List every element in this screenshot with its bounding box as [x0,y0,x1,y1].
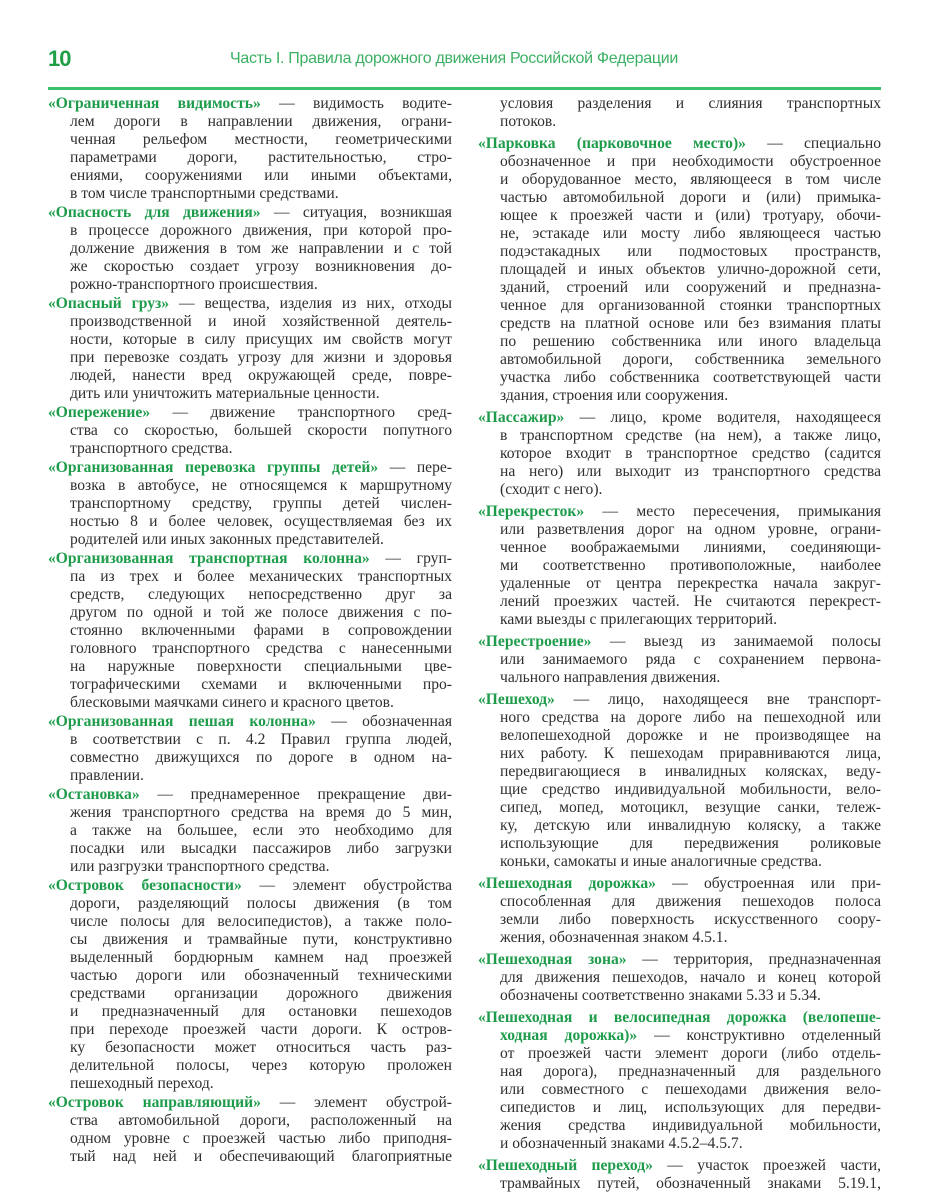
entry-line [48,1003,452,1021]
entry-text: в том числе транспортными средствами. [70,185,339,202]
entry-text: — преднамеренное прекращение дви- [139,786,452,803]
entry-text: ченная рельефом местности, геометрическими [70,131,452,148]
entry-line [48,258,452,276]
entry-text: дить или уничтожить материальные ценности. [70,385,380,402]
entry-line [478,1135,881,1153]
entry-text: ющее к проезжей части и (или) тротуару, обочи- [500,207,881,224]
entry-line [478,1099,881,1117]
entry-text: подэстакадных или подмостовых пространств, [500,243,881,260]
entry-line [478,153,881,171]
entry-line [478,351,881,369]
page-number: 10 [48,46,71,71]
entry-line [48,967,452,985]
left-column [48,95,452,1167]
entry-text: транспортному средству, группы детей числен- [70,495,452,512]
entry-text: ениями, сооружениями или иными объектами, [70,167,452,184]
entry-line [478,691,881,709]
entry-line [478,409,881,427]
entry-term: «Пешеход» [478,691,555,708]
entry-text: частью дороги или обозначенный техническими [70,967,452,984]
entry-line [478,1009,881,1027]
entry-text: и предназначенный для остановки пешеходов [70,1003,452,1020]
entry-text: производственной и иной хозяйственной деятель- [70,313,452,330]
glossary-entry [478,135,881,405]
entry-text: тографическими схемами и включенными про- [70,676,452,693]
entry-text: способленная для движения пешеходов полоса [500,893,881,910]
entry-line [48,131,452,149]
entry-line [478,369,881,387]
entry-term: «Пешеходный переход» [478,1157,653,1174]
entry-text: тый над ней и обеспечивающий благоприятные [70,1148,452,1165]
entry-term: «Организованная транспортная колонна» [48,550,370,567]
entry-line [48,1130,452,1148]
entry-line [48,786,452,804]
entry-line [48,1021,452,1039]
glossary-entry [48,786,452,876]
entry-line [48,985,452,1003]
entry-text: велопешеходной дорожке и не производящее на [500,727,881,744]
entry-line [48,113,452,131]
entry-text: участка либо собственника соответствующей части [500,369,881,386]
entry-line [478,135,881,153]
entry-line [478,297,881,315]
entry-line [478,1175,881,1193]
entry-line [48,385,452,403]
entry-text: рожно-транспортного происшествия. [70,276,318,293]
entry-line [478,929,881,947]
entry-text: же скоростью создает угрозу возникновения до- [70,258,452,275]
entry-term: «Пассажир» [478,409,565,426]
entry-line [48,767,452,785]
entry-text: родителей или иных законных представителей. [70,531,384,548]
entry-text: дороги, разделяющий полосы движения (в том [70,895,452,912]
entry-text: них работу. К пешеходам приравниваются лица, [500,745,881,762]
entry-line [478,835,881,853]
entry-line [478,1063,881,1081]
entry-text: головного транспортного средства с нанесенными [70,640,452,657]
entry-text: — выезд из занимаемой полосы [591,633,881,650]
entry-text: — лицо, находящееся вне транспорт- [554,691,881,708]
entry-term: «Перекресток» [478,503,585,520]
entry-text: передвигающиеся в инвалидных колясках, веду- [500,763,881,780]
glossary-entry [48,550,452,712]
entry-term: «Перестроение» [478,633,592,650]
entry-term: «Организованная пешая колонна» [48,713,316,730]
entry-text: ченное для организованной стоянки транспортных [500,297,881,314]
entry-term: ходная дорожка)» [500,1027,638,1044]
entry-text: или разгрузки транспортного средства. [70,858,330,875]
entry-line [48,895,452,913]
entry-line [48,731,452,749]
entry-line [48,568,452,586]
entry-line [48,840,452,858]
entry-term: «Парковка (парковочное место)» [478,135,746,152]
entry-text: — движение транспортного сред- [150,404,452,421]
entry-text: и оборудованное место, являющееся в том числе [500,171,881,188]
entry-text: — груп- [369,550,453,567]
entry-line [478,745,881,763]
entry-text: (сходит с него). [500,481,603,498]
entry-line [48,949,452,967]
entry-line [478,951,881,969]
entry-term: «Пешеходная зона» [478,951,627,968]
entry-text: стоянно включенными фарами в сопровождении [70,622,452,639]
entry-line [478,315,881,333]
entry-text: частью автомобильной дороги и (или) примыка- [500,189,881,206]
entry-line [48,349,452,367]
entry-text: — лицо, кроме водителя, находящееся [564,409,881,426]
entry-text: использующие для передвижения роликовые [500,835,881,852]
entry-term: «Пешеходная и велосипедная дорожка (велопеше- [478,1009,881,1026]
entry-text: — видимость водите- [260,95,452,112]
entry-term: «Опасность для движения» [48,204,261,221]
entry-line [478,817,881,835]
entry-line [478,669,881,687]
entry-text: — обустроенная или при- [655,875,881,892]
entry-text: сипед, мопед, мотоцикл, везущие санки, тележ- [500,799,881,816]
entry-text: ства автомобильной дороги, расположенный на [70,1112,452,1129]
entry-text: автомобильной дороги, собственника земельного [500,351,881,368]
entry-text: блесковыми маячками синего и красного цветов. [70,694,394,711]
entry-text: ная дорога), предназначенный для раздельного [500,1063,881,1080]
entry-text: должение движения в том же направлении и с той [70,240,452,257]
entry-text: на наружные поверхности специальными цве- [70,658,452,675]
entry-line [48,1112,452,1130]
glossary-entry [48,1094,452,1166]
entry-line [48,367,452,385]
entry-term: «Опасный груз» [48,295,170,312]
entry-text: ного средства на дороге либо на пешеходной или [500,709,881,726]
entry-text: людей, нанести вред окружающей среде, повре- [70,367,452,384]
glossary-entry [48,459,452,549]
entry-line [48,822,452,840]
entry-line [48,95,452,113]
entry-line [478,799,881,817]
entry-line [478,781,881,799]
entry-text: — специально [745,135,881,152]
entry-line [48,676,452,694]
entry-line [478,875,881,893]
entry-line [478,189,881,207]
entry-line [478,763,881,781]
entry-line [478,911,881,929]
entry-text: на него) или выходит из транспортного средства [500,463,881,480]
entry-text: — территория, предназначенная [626,951,881,968]
entry-line [48,422,452,440]
entry-line [48,1039,452,1057]
entry-text: совместно движущихся по дороге в одном на- [70,749,452,766]
entry-line [48,658,452,676]
entry-text: средств на платной основе или без взимания платы [500,315,881,332]
entry-line [478,243,881,261]
entry-text: жения транспортного средства на время до 5 мин, [70,804,452,821]
entry-text: выделенный бордюрным камнем над проезжей [70,949,452,966]
entry-text: ками выезды с прилегающих территорий. [500,611,778,628]
entry-line [48,204,452,222]
entry-line [48,694,452,712]
entry-text: или совместного с пешеходами движения вело- [500,1081,881,1098]
entry-text: или разветвления дорог на одном уровне, ограни- [500,521,881,538]
entry-text: транспортного средства. [70,440,233,457]
header-divider [48,87,881,90]
entry-text: ности, которые в силу присущих им свойств могут [70,331,452,348]
entry-line [48,622,452,640]
entry-line [48,1075,452,1093]
entry-text: в соответствии с п. 4.2 Правил группа людей, [70,731,452,748]
entry-text: — обозначенная [315,713,452,730]
entry-text: — вещества, изделия из них, отходы [169,295,452,312]
entry-text: при переходе проезжей части дороги. К остров- [70,1021,452,1038]
entry-text: — элемент обустройства [241,877,453,894]
entry-term: «Опережение» [48,404,151,421]
entry-line [48,185,452,203]
entry-text: числе полосы для велосипедистов), а также поло- [70,913,452,930]
glossary-entry [478,875,881,947]
entry-line [48,1148,452,1166]
entry-text: в транспортном средстве (на нем), а также лицо, [500,427,881,444]
glossary-entry [478,1009,881,1153]
entry-text: сы движения и трамвайные пути, конструктивно [70,931,452,948]
entry-text: или занимаемого ряда с сохранением первона- [500,651,881,668]
entry-line [478,539,881,557]
entry-line [478,557,881,575]
entry-text: при перевозке создать угрозу для жизни и здоровья [70,349,452,366]
entry-line [478,853,881,871]
entry-line [48,404,452,422]
entry-text: — пере- [378,459,452,476]
entry-line [48,477,452,495]
entry-line [48,276,452,294]
entry-line [48,877,452,895]
entry-line [478,893,881,911]
glossary-entry [478,503,881,629]
entry-text: удаленные от центра перекрестка начала закруг- [500,575,881,592]
entry-text: средств, следующих непосредственно друг за [70,586,452,603]
entry-text: средствами организации дорожного движения [70,985,452,1002]
entry-line [478,1027,881,1045]
entry-line [478,113,881,131]
entry-text: зданий, строений или сооружений и предназна- [500,279,881,296]
entry-text: ченное воображаемыми линиями, соединяющи- [500,539,881,556]
entry-text: па из трех и более механических транспортных [70,568,452,585]
entry-line [478,651,881,669]
entry-text: от проезжей части элемент дороги (либо отдель- [500,1045,881,1062]
entry-text: в процессе дорожного движения, при которой про- [70,222,452,239]
entry-line [478,445,881,463]
glossary-entry [478,409,881,499]
entry-line [48,459,452,477]
glossary-entry [48,295,452,403]
entry-text: щие средство индивидуальной мобильности, вело- [500,781,881,798]
entry-line [48,295,452,313]
entry-term: «Островок безопасности» [48,877,242,894]
entry-text: жения, обозначенная знаком 4.5.1. [500,929,728,946]
entry-text: возка в автобусе, не относящемся к маршрутному [70,477,452,494]
glossary-entry [478,95,881,131]
glossary-entry [478,1157,881,1193]
entry-line [478,1157,881,1175]
entry-text: другом по одной и той же полосе движения с по- [70,604,452,621]
glossary-entry [48,204,452,294]
entry-text: коньки, самокаты и иные аналогичные средства. [500,853,822,870]
entry-text: обозначены соответственно знаками 5.33 и 5.34. [500,987,821,1004]
glossary-entry [48,404,452,458]
entry-text: ми соответственно противоположные, наиболее [500,557,881,574]
entry-line [48,440,452,458]
entry-line [48,550,452,568]
entry-term: «Ограниченная видимость» [48,95,261,112]
entry-line [478,1117,881,1135]
entry-line [48,858,452,876]
entry-line [478,95,881,113]
entry-text: условия разделения и слияния транспортных [500,95,881,112]
glossary-entry [478,951,881,1005]
entry-line [478,1081,881,1099]
entry-line [478,1045,881,1063]
entry-text: правлении. [70,767,144,784]
entry-text: ку безопасности может относиться часть раз- [70,1039,452,1056]
entry-line [478,333,881,351]
entry-line [478,387,881,405]
entry-text: параметрами дороги, растительностью, стро- [70,149,452,166]
entry-line [48,749,452,767]
entry-line [478,987,881,1005]
running-header-title: Часть I. Правила дорожного движения Российской Федерации [230,50,678,67]
entry-text: земли либо поверхность искусственного соору- [500,911,881,928]
entry-line [48,531,452,549]
entry-line [48,167,452,185]
entry-line [48,1094,452,1112]
entry-line [478,225,881,243]
glossary-entry [48,713,452,785]
entry-line [48,240,452,258]
entry-line [48,331,452,349]
entry-text: одном уровне с проезжей частью либо приподня- [70,1130,452,1147]
entry-text: — место пересечения, примыкания [584,503,881,520]
entry-text: не, эстакаде или мосту либо являющееся частью [500,225,881,242]
entry-line [478,503,881,521]
entry-text: а также на большее, если это необходимо для [70,822,452,839]
entry-text: пешеходный переход. [70,1075,214,1092]
entry-line [48,713,452,731]
entry-text: жения средства индивидуальной мобильности, [500,1117,881,1134]
entry-line [478,969,881,987]
entry-text: для движения пешеходов, начало и конец которой [500,969,881,986]
entry-line [478,575,881,593]
entry-line [48,1057,452,1075]
entry-line [478,481,881,499]
entry-line [48,495,452,513]
entry-line [48,640,452,658]
entry-line [48,149,452,167]
entry-line [478,261,881,279]
entry-line [48,931,452,949]
entry-line [48,313,452,331]
entry-line [48,604,452,622]
entry-text: — участок проезжей части, [652,1157,881,1174]
glossary-entry [48,877,452,1093]
right-column [478,95,881,1197]
entry-text: трамвайных путей, обозначенный знаками 5.19.1, [500,1175,881,1192]
entry-text: посадки или высадки пассажиров либо загрузки [70,840,452,857]
entry-text: делительной полосы, через которую проложен [70,1057,452,1074]
entry-line [478,593,881,611]
glossary-entry [478,633,881,687]
entry-text: ства со скоростью, большей скорости попутного [70,422,452,439]
entry-text: сипедистов и лиц, использующих для передви- [500,1099,881,1116]
entry-text: обозначенное и при необходимости обустроенное [500,153,881,170]
entry-text: чального направления движения. [500,669,721,686]
entry-line [48,913,452,931]
entry-line [478,709,881,727]
entry-text: ку, детскую или инвалидную коляску, а также [500,817,881,834]
entry-term: «Организованная перевозка группы детей» [48,459,379,476]
entry-line [478,279,881,297]
entry-term: «Остановка» [48,786,140,803]
entry-text: — конструктивно отделенный [637,1027,881,1044]
entry-text: ностью 8 и более человек, осуществляемая без их [70,513,452,530]
entry-line [478,171,881,189]
entry-text: — ситуация, возникшая [260,204,452,221]
entry-term: «Островок направляющий» [48,1094,261,1111]
entry-line [478,463,881,481]
entry-line [48,513,452,531]
entry-text: и обозначенный знаками 4.5.2–4.5.7. [500,1135,743,1152]
entry-line [48,222,452,240]
entry-line [478,521,881,539]
entry-line [478,727,881,745]
entry-line [48,586,452,604]
entry-text: по решению собственника или иного владельца [500,333,881,350]
entry-term: «Пешеходная дорожка» [478,875,656,892]
entry-text: — элемент обустрой- [260,1094,452,1111]
entry-text: которое входит в транспортное средство (садится [500,445,881,462]
glossary-entry [478,691,881,871]
entry-text: площадей и иных объектов улично-дорожной сети, [500,261,881,278]
entry-line [478,611,881,629]
entry-line [478,427,881,445]
entry-text: лем дороги в направлении движения, ограни- [70,113,452,130]
glossary-entry [48,95,452,203]
entry-text: здания, строения или сооружения. [500,387,729,404]
entry-line [478,207,881,225]
entry-line [478,633,881,651]
entry-text: лений проезжих частей. Не считаются перекрест- [500,593,881,610]
entry-text: потоков. [500,113,557,130]
entry-line [48,804,452,822]
